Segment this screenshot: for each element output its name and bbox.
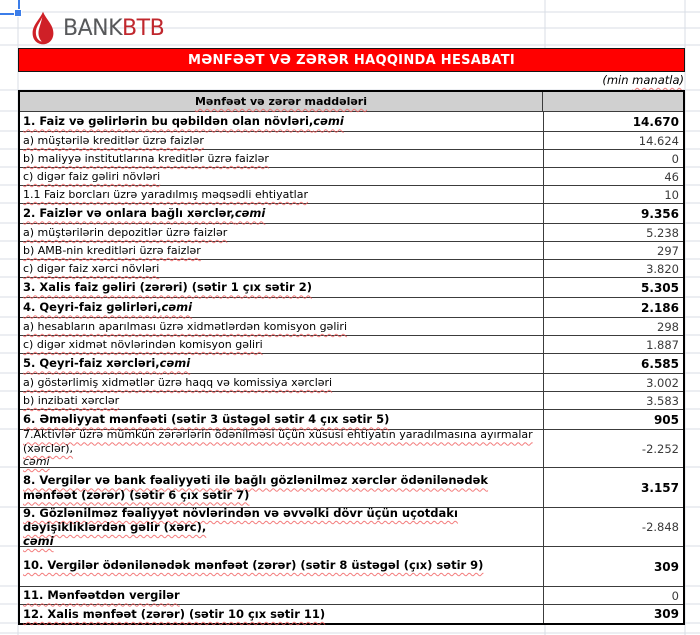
statement-row [20, 467, 683, 507]
statement-row [20, 131, 683, 149]
value-cell[interactable]: 6.585 [543, 354, 683, 373]
statement-row [20, 297, 683, 317]
value-cell[interactable]: 3.583 [543, 392, 683, 409]
header-label-cell[interactable] [20, 92, 542, 111]
statement-row [20, 203, 683, 223]
value-cell[interactable]: -2.252 [543, 430, 683, 467]
label-cell[interactable]: c) digər faiz gəliri növləri [23, 169, 161, 183]
label-cell[interactable]: 1. Faiz və gəlirlərin bu qəbildən olan növləri, cəmi [23, 114, 344, 129]
statement-row [20, 373, 683, 391]
value-cell[interactable]: 1.887 [543, 336, 683, 353]
statement-row [20, 149, 683, 167]
value-cell[interactable]: 14.670 [543, 112, 683, 131]
statement-row [20, 604, 683, 623]
label-cell[interactable]: 11. Mənfəətdən vergilər [23, 588, 180, 603]
value-cell[interactable]: 309 [543, 547, 683, 586]
logo-bank-label: BANK [63, 15, 123, 41]
value-cell[interactable]: 2.186 [543, 298, 683, 317]
label-cell[interactable]: 12. Xalis mənfəət (zərər) (sətir 10 çıx sətir 11) [23, 606, 326, 621]
statement-row [20, 391, 683, 409]
label-cell[interactable]: 1.1 Faiz borcları üzrə yaradılmış məqsədli ehtiyatlar [23, 187, 308, 201]
statement-row [20, 505, 683, 549]
value-cell[interactable]: 3.002 [543, 374, 683, 391]
value-cell[interactable]: 297 [543, 242, 683, 259]
label-cell[interactable]: a) göstərlimiş xidmətlər üzrə haqq və komissiya xərcləri [23, 375, 333, 389]
value-cell[interactable]: 14.624 [543, 132, 683, 149]
label-cell[interactable]: 2. Faizlər və onlara bağlı xərclər, cəmi [23, 206, 266, 221]
bank-logo [30, 8, 164, 48]
label-cell[interactable]: 7.Aktivlər üzrə mümkün zərərlərin ödənilməsi üçün xüsusi ehtiyatın yaradılmasına ayırmalar (xərclər), cəmi [23, 428, 533, 469]
value-cell[interactable]: 5.305 [543, 278, 683, 297]
value-cell[interactable]: 0 [543, 150, 683, 167]
statement-row [20, 335, 683, 353]
value-cell[interactable]: 298 [543, 318, 683, 335]
logo-text [63, 16, 164, 41]
label-cell[interactable]: b) AMB-nin kreditləri üzrə faizlər [23, 243, 201, 257]
statement-row [20, 241, 683, 259]
header-label: Mənfəət və zərər maddələri [194, 95, 367, 108]
value-cell[interactable]: 46 [543, 168, 683, 185]
statement-row [20, 223, 683, 241]
statement-row [20, 111, 683, 131]
unit-note-word: manatla) [632, 73, 684, 87]
statement-row [20, 409, 683, 429]
label-cell[interactable]: b) inzibati xərclər [23, 393, 120, 407]
label-cell[interactable]: 3. Xalis faiz gəliri (zərəri) (sətir 1 çıx sətir 2) [23, 280, 312, 295]
label-cell[interactable]: c) digər faiz xərci növləri [23, 261, 160, 275]
value-cell[interactable]: -2.848 [543, 508, 683, 546]
label-cell[interactable]: 5. Qeyri-faiz xərcləri, cəmi [23, 356, 191, 371]
label-cell[interactable]: 10. Vergilər ödənilənədək mənfəət (zərər) (sətir 8 üstəgəl (çıx) sətir 9) [23, 557, 484, 572]
label-cell[interactable]: a) hesabların aparılması üzrə xidmətlərdən komisyon gəliri [23, 319, 348, 333]
label-cell[interactable]: 6. Əməliyyat mənfəəti (sətir 3 üstəgəl sətir 4 çıx sətir 5) [23, 412, 390, 427]
statement-row [20, 277, 683, 297]
header-value-cell[interactable] [542, 92, 683, 111]
statement-row [20, 353, 683, 373]
value-cell[interactable]: 3.157 [543, 468, 683, 507]
label-cell[interactable]: 8. Vergilər və bank fəaliyyəti ilə bağlı gözlənilməz xərclər ödənilənədək mənfəət (zərər) (sətir 6 çıx sətir 7) [23, 473, 489, 502]
value-cell[interactable]: 9.356 [543, 204, 683, 223]
statement-row [20, 586, 683, 604]
label-cell[interactable]: 4. Qeyri-faiz gəlirləri, cəmi [23, 300, 193, 315]
statement-row [20, 259, 683, 277]
label-cell[interactable]: c) digər xidmət növlərindən komisyon gəliri [23, 337, 263, 351]
value-cell[interactable]: 905 [543, 410, 683, 429]
value-cell[interactable]: 3.820 [543, 260, 683, 277]
label-cell[interactable]: a) müştərilə kreditlər üzrə faizlər [23, 133, 204, 147]
label-cell[interactable]: 9. Gözlənilməz fəaliyyət növlərindən və əvvəlki dövr üçün uçotdakı dəyişikliklərdən gəlir (xərc), cəmi [23, 505, 458, 549]
report-title: MƏNFƏƏT VƏ ZƏRƏR HAQQINDA HESABATI [187, 52, 516, 68]
value-cell[interactable]: 5.238 [543, 224, 683, 241]
label-cell[interactable]: b) maliyyə institutlarına kreditlər üzrə faizlər [23, 151, 269, 165]
statement-row [20, 185, 683, 203]
report-title-banner [18, 48, 685, 72]
table-header-row [20, 92, 683, 111]
logo-btb-label: BTB [122, 15, 165, 41]
statement-row [20, 167, 683, 185]
value-cell[interactable]: 0 [543, 587, 683, 604]
unit-note-pre: (min [602, 73, 633, 87]
value-cell[interactable]: 309 [543, 605, 683, 623]
unit-note [602, 73, 684, 87]
fill-handle[interactable] [14, 9, 22, 17]
label-cell[interactable]: a) müştərilərin depozitlər üzrə faizlər [23, 225, 228, 239]
statement-row [20, 546, 683, 586]
income-statement-table [18, 90, 685, 625]
value-cell[interactable]: 10 [543, 186, 683, 203]
flame-icon [30, 8, 56, 48]
statement-row [20, 317, 683, 335]
statement-row [20, 429, 683, 467]
